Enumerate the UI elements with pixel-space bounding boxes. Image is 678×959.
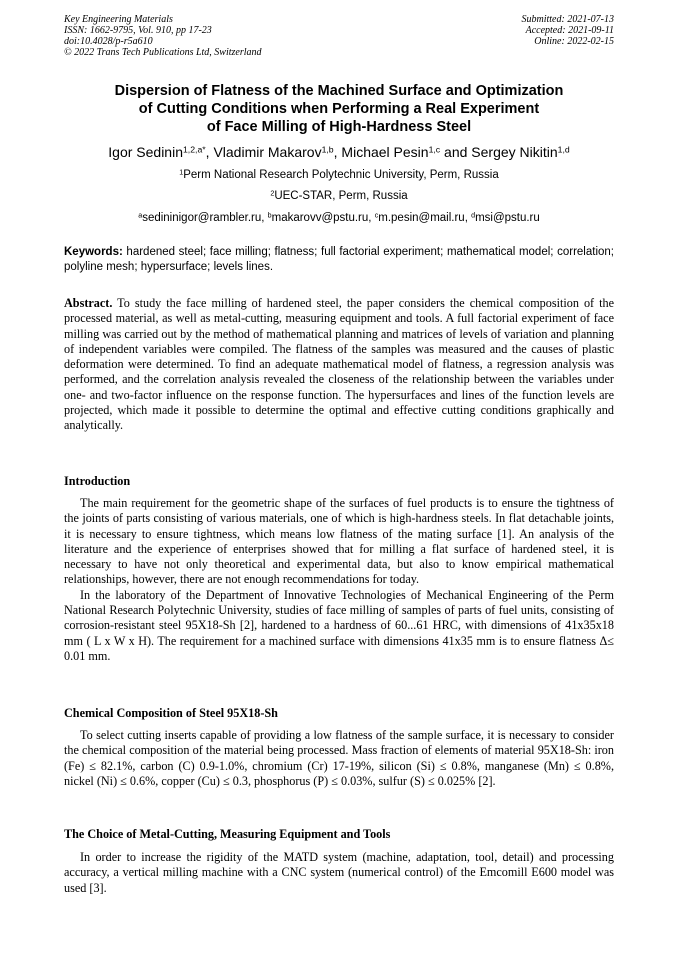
email-address[interactable]: sedininigor@rambler.ru, [142, 212, 268, 224]
author-separator: and [440, 144, 472, 160]
email-address[interactable]: msi@pstu.ru [475, 212, 540, 224]
affiliation-mark: 2 [270, 189, 275, 198]
paragraph: The main requirement for the geometric shape of the surfaces of fuel products is to ensure the tightness of the joints of parts consisting of various materials, one of which is high-hardness steels. In flat detachable joints, it is necessary to ensure tightness, which means low flatness of the mating surface [1]. An analysis of the literature and the experience of enterprises showed that for milling a flat surface of hardened steel, it is necessary to have not only theoretical and experimental data, but also to know empirical mathematical relationships, however, there are not enough recommendations for today. [64, 496, 614, 587]
email-mark: b [267, 211, 272, 220]
email-address[interactable]: makarovv@pstu.ru, [271, 212, 375, 224]
abstract-label: Abstract. [64, 296, 113, 310]
author-affiliation-mark: 1,b [321, 144, 334, 155]
affiliation-text: Perm National Research Polytechnic University, Perm, Russia [183, 169, 499, 181]
date-online: Online: 2022-02-15 [534, 36, 614, 47]
keywords-label: Keywords: [64, 246, 123, 258]
section-heading-chemical-composition: Chemical Composition of Steel 95X18-Sh [64, 706, 278, 720]
date-submitted: Submitted: 2021-07-13 [521, 14, 614, 25]
journal-info [64, 14, 262, 58]
author-name: Sergey Nikitin [471, 144, 558, 160]
section-heading-equipment: The Choice of Metal-Cutting, Measuring Equipment and Tools [64, 827, 391, 841]
paragraph: To select cutting inserts capable of providing a low flatness of the sample surface, it is necessary to consider the chemical composition of the material being processed. Mass fraction of elements of material 95X18-Sh: iron (Fe) ≤ 82.1%, carbon (C) 0.9-1.0%, chromium (Cr) 17-19%, silicon (Si) ≤ 0.8%, manganese (Mn) ≤ 0.8%, nickel (Ni) ≤ 0.6%, copper (Cu) ≤ 0.3, phosphorus (P) ≤ 0.03%, sulfur (S) ≤ 0.025% [2]. [64, 728, 614, 788]
email-mark: d [471, 211, 476, 220]
paragraph: In order to increase the rigidity of the MATD system (machine, adaptation, tool, detail) and processing accuracy, a vertical milling machine with a CNC system (numerical control) of the Emcomill E600 model was used [3]. [64, 850, 614, 895]
author-name: Michael Pesin [341, 144, 429, 160]
author-list [40, 143, 638, 161]
abstract [64, 296, 614, 434]
equipment-body [64, 850, 614, 896]
email-address[interactable]: m.pesin@mail.ru, [378, 212, 472, 224]
journal-copyright: © 2022 Trans Tech Publications Ltd, Switzerland [64, 47, 262, 58]
email-mark: c [374, 211, 379, 220]
chemical-composition-body [64, 728, 614, 789]
journal-doi: doi:10.4028/p-r5a610 [64, 36, 153, 47]
paper-title [64, 82, 614, 136]
affiliation-text: UEC-STAR, Perm, Russia [274, 190, 408, 202]
title-line: of Cutting Conditions when Performing a Real Experiment [138, 101, 540, 117]
author-separator: , [205, 144, 214, 160]
journal-name: Key Engineering Materials [64, 14, 173, 25]
keywords [64, 245, 614, 275]
paragraph: In the laboratory of the Department of Innovative Technologies of Mechanical Engineering of the Perm National Research Polytechnic University, studies of face milling of samples of parts of fuel units, consisting of corrosion-resistant steel 95X18-Sh [2], hardened to a hardness of 60...61 HRC, with dimensions of 41x35x18 mm ( L x W x H). The requirement for a machined surface with dimensions 41x35 mm is to ensure flatness Δ≤ 0.01 mm. [64, 587, 614, 663]
email-mark: a [138, 211, 143, 220]
email-list [64, 211, 614, 225]
affiliation-mark: 1 [179, 168, 184, 177]
author-separator: , [333, 144, 342, 160]
submission-dates [522, 14, 615, 47]
author-affiliation-mark: 1,2,a* [182, 144, 206, 155]
title-line: Dispersion of Flatness of the Machined Surface and Optimization [114, 83, 564, 99]
author-name: Vladimir Makarov [213, 144, 322, 160]
date-accepted: Accepted: 2021-09-11 [525, 25, 614, 36]
author-affiliation-mark: 1,d [557, 144, 570, 155]
affiliation-2 [64, 189, 614, 203]
affiliation-1 [64, 168, 614, 182]
title-line: of Face Milling of High-Hardness Steel [206, 119, 472, 135]
introduction-body [64, 496, 614, 664]
author-affiliation-mark: 1,c [428, 144, 441, 155]
author-name: Igor Sedinin [108, 144, 183, 160]
keywords-text: hardened steel; face milling; flatness; full factorial experiment; mathematical model; correlation; polyline mesh; hypersurface; levels lines. [64, 246, 614, 273]
section-heading-introduction: Introduction [64, 474, 131, 488]
journal-issn: ISSN: 1662-9795, Vol. 910, pp 17-23 [64, 25, 212, 36]
abstract-text: To study the face milling of hardened steel, the paper considers the chemical composition of the processed material, as well as metal-cutting, measuring equipment and tools. A full factorial experiment of face milling was carried out by the method of mathematical planning and matrices of levels of variation and planning of independent variables were compiled. The flatness of the samples was measured and the causes of plastic deformation were determined. To find an adequate mathematical model of flatness, a regression analysis was performed, and the correlation analysis revealed the closeness of the relationship between the variables under one- and two-factor influence on the response function. The hypersurfaces and lines of the function levels are projected, which made it possible to determine the optimal and effective cutting conditions graphically and analytically. [64, 296, 614, 433]
